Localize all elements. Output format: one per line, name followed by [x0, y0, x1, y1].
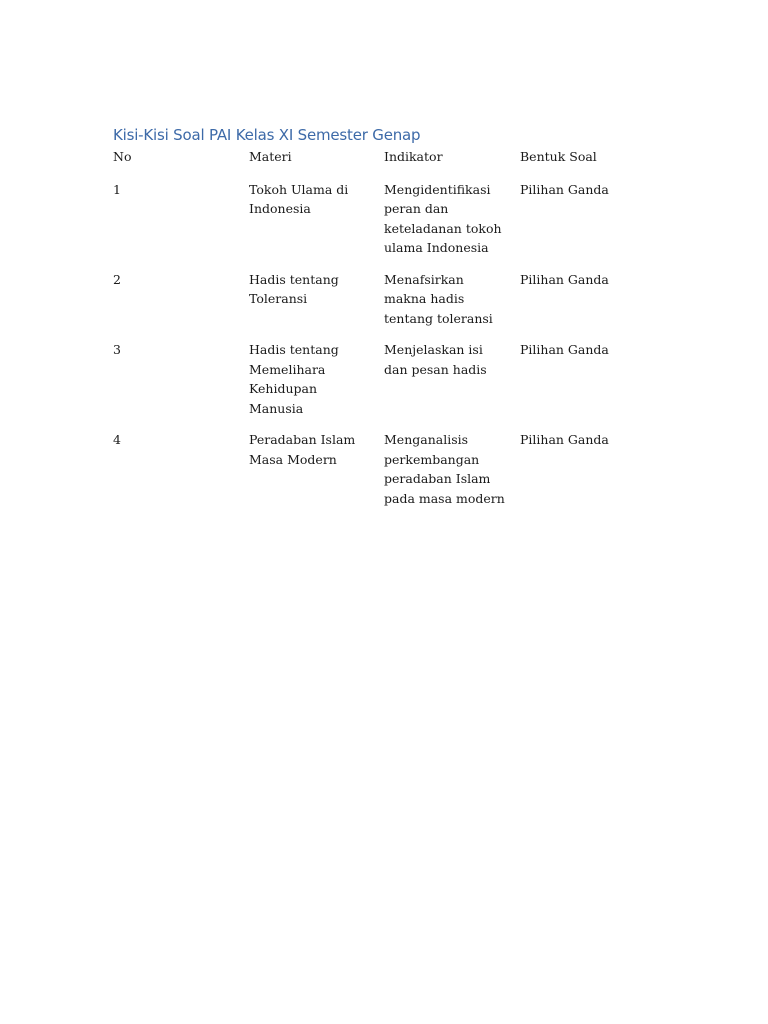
cell-materi — [249, 180, 384, 270]
header-materi: Materi — [249, 149, 292, 164]
cell-no: 2 — [113, 271, 121, 287]
cell-indikator — [384, 340, 520, 430]
cell-indikator-text: Menganalisis perkembangan peradaban Islam pada masa modern — [384, 432, 505, 506]
cell-materi — [249, 430, 384, 520]
kisi-kisi-table — [113, 147, 633, 520]
header-bentuk-soal: Bentuk Soal — [520, 149, 597, 164]
cell-materi-text: Peradaban Islam Masa Modern — [249, 432, 356, 467]
cell-indikator — [384, 270, 520, 341]
document-title: Kisi-Kisi Soal PAI Kelas XI Semester Genap — [113, 126, 421, 144]
cell-bentuk-soal: Pilihan Ganda — [520, 181, 609, 197]
cell-indikator-text: Mengidentifikasi peran dan keteladanan tokoh ulama Indonesia — [384, 181, 502, 255]
table-row — [113, 180, 633, 270]
cell-indikator — [384, 180, 520, 270]
cell-no: 3 — [113, 342, 121, 357]
table-header-row — [113, 147, 633, 180]
cell-materi-text: Hadis tentang Memelihara Kehidupan Manusia — [249, 342, 339, 416]
cell-materi-text: Hadis tentang Toleransi — [249, 271, 339, 306]
header-indikator: Indikator — [384, 149, 443, 164]
table-row — [113, 340, 633, 430]
cell-indikator-text: Menjelaskan isi dan pesan hadis — [384, 342, 487, 377]
cell-bentuk-soal: Pilihan Ganda — [520, 271, 609, 287]
cell-no: 4 — [113, 432, 121, 447]
cell-materi-text: Tokoh Ulama di Indonesia — [249, 181, 349, 216]
table-row — [113, 430, 633, 520]
cell-indikator-text: Menafsirkan makna hadis tentang toleransi — [384, 271, 493, 326]
cell-bentuk-soal: Pilihan Ganda — [520, 342, 609, 357]
cell-no: 1 — [113, 181, 121, 197]
cell-bentuk-soal: Pilihan Ganda — [520, 432, 609, 447]
header-no: No — [113, 149, 132, 164]
cell-indikator — [384, 430, 520, 520]
table-row — [113, 270, 633, 341]
cell-materi — [249, 340, 384, 430]
cell-materi — [249, 270, 384, 341]
